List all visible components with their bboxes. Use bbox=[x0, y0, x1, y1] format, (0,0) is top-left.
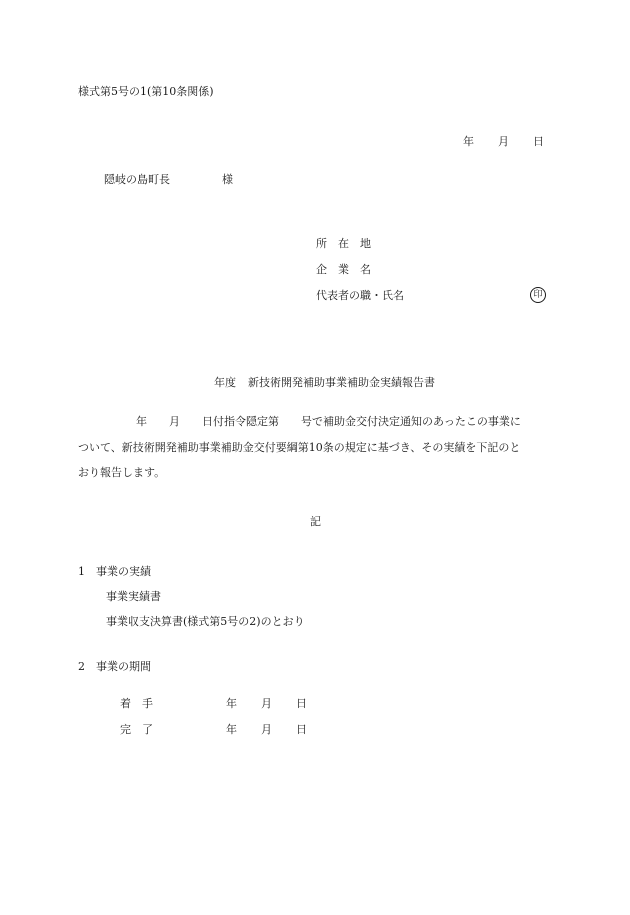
form-number: 様式第5号の1(第10条関係) bbox=[78, 85, 214, 98]
date-month-label: 月 bbox=[498, 135, 509, 148]
period-end-day: 日 bbox=[296, 723, 307, 736]
addressee-honorific: 様 bbox=[222, 173, 233, 186]
document-title bbox=[200, 366, 435, 399]
period-end-date bbox=[226, 723, 307, 736]
period-end-label: 完 了 bbox=[120, 723, 153, 736]
period-end-month: 月 bbox=[261, 723, 272, 736]
period-start-month: 月 bbox=[261, 697, 272, 710]
body-text-line-3: おり報告します。 bbox=[78, 466, 166, 479]
period-start-day: 日 bbox=[296, 697, 307, 710]
body-text-line-2: ついて、新技術開発補助事業補助金交付要綱第10条の規定に基づき、その実績を下記のと bbox=[78, 441, 521, 454]
title-fiscal-year: 年度 bbox=[214, 376, 236, 389]
section-1-item-2: 事業収支決算書(様式第5号の2)のとおり bbox=[106, 615, 305, 628]
addressee-name: 隠岐の島町長 bbox=[104, 173, 170, 186]
period-start-year: 年 bbox=[226, 697, 237, 710]
period-start-date bbox=[226, 697, 307, 710]
period-start-label: 着 手 bbox=[120, 697, 153, 710]
section-1-item-1: 事業実績書 bbox=[106, 590, 161, 603]
date-year-label: 年 bbox=[463, 135, 474, 148]
seal-mark-icon: 印 bbox=[530, 287, 546, 303]
date-day-label: 日 bbox=[533, 135, 544, 148]
section-2-heading: 2 事業の期間 bbox=[78, 660, 151, 673]
sender-representative-label: 代表者の職・氏名 bbox=[316, 289, 404, 302]
addressee bbox=[90, 163, 233, 196]
period-end-year: 年 bbox=[226, 723, 237, 736]
submission-date bbox=[449, 125, 544, 158]
period-end-row bbox=[106, 713, 307, 746]
title-text: 新技術開発補助事業補助金実績報告書 bbox=[248, 376, 435, 389]
sender-address-label: 所 在 地 bbox=[316, 237, 371, 250]
ki-heading: 記 bbox=[310, 515, 321, 528]
section-1-heading: 1 事業の実績 bbox=[78, 565, 151, 578]
sender-company-label: 企 業 名 bbox=[316, 263, 371, 276]
body-text-line-1: 年 月 日付指令隠定第 号で補助金交付決定通知のあったこの事業に bbox=[136, 415, 521, 428]
